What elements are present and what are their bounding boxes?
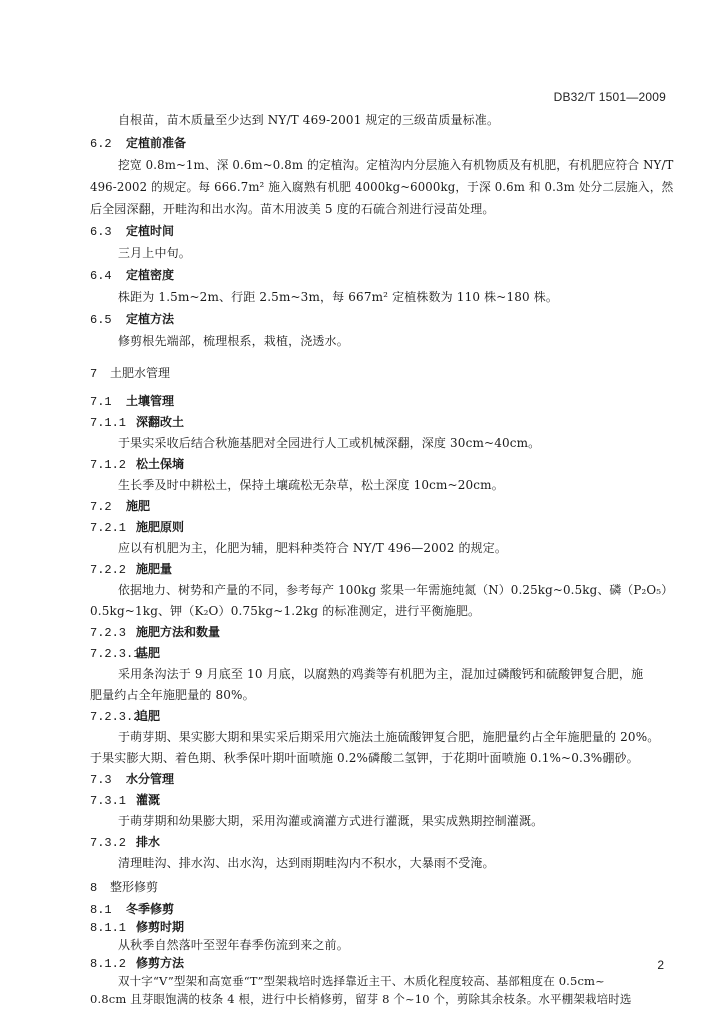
section-title: 灌溉	[136, 793, 161, 807]
document-code-header: DB32/T 1501—2009	[553, 90, 666, 104]
section-heading-7-2-3-2	[90, 709, 160, 724]
section-heading-8-1	[90, 902, 174, 917]
paragraph-line: 496-2002 的规定。每 666.7m² 施入腐熟有机肥 4000kg~6000kg，于深 0.6m 和 0.3m 处分二层施入，然	[90, 180, 674, 194]
paragraph-line: 于萌芽期和幼果膨大期，采用沟灌或滴灌方式进行灌溉，果实成熟期控制灌溉。	[118, 814, 544, 828]
section-number: 7.1.1	[90, 416, 127, 430]
section-title: 整形修剪	[110, 880, 159, 894]
section-number: 8	[90, 881, 98, 895]
paragraph-line: 于果实膨大期、着色期、秋季保叶期叶面喷施 0.2%磷酸二氢钾，于花期叶面喷施 0.1%~0.3%硼砂。	[90, 751, 639, 765]
chapter-heading-7	[90, 366, 170, 381]
chapter-heading-8	[90, 880, 158, 895]
paragraph-line: 0.8cm 且芽眼饱满的枝条 4 根，进行中长梢修剪，留芽 8 个~10 个，剪除其余枝条。水平棚架栽培时选	[90, 992, 632, 1006]
section-title: 基肥	[136, 646, 161, 660]
paragraph-line: 修剪根先端部，梳理根系，栽植，浇透水。	[118, 334, 349, 348]
section-title: 定植前准备	[126, 136, 187, 150]
paragraph-line: 肥量约占全年施肥量的 80%。	[90, 688, 255, 702]
section-number: 6.4	[90, 269, 112, 283]
section-heading-7-3-1	[90, 793, 160, 808]
section-title: 施肥原则	[136, 520, 185, 534]
section-number: 7.2.3.1	[90, 647, 141, 661]
section-title: 修剪时期	[136, 920, 185, 934]
section-heading-7-2-3-1	[90, 646, 160, 661]
paragraph-line: 0.5kg~1kg、钾（K₂O）0.75kg~1.2kg 的标准测定，进行平衡施肥。	[90, 604, 481, 618]
section-heading-7-1-2	[90, 457, 184, 472]
section-number: 8.1.2	[90, 957, 127, 971]
section-heading-8-1-1	[90, 920, 184, 935]
section-title: 修剪方法	[136, 956, 185, 970]
section-heading-6-4	[90, 268, 174, 283]
section-title: 施肥量	[136, 562, 173, 576]
section-heading-8-1-2	[90, 956, 184, 971]
paragraph-line: 从秋季自然落叶至翌年春季伤流到来之前。	[118, 938, 349, 952]
paragraph-line: 于萌芽期、果实膨大期和果实采后期采用穴施法土施硫酸钾复合肥，施肥量约占全年施肥量的 20%。	[118, 730, 660, 744]
paragraph-line: 应以有机肥为主，化肥为辅，肥料种类符合 NY/T 496—2002 的规定。	[118, 541, 508, 555]
section-number: 7.2.2	[90, 563, 127, 577]
paragraph-line: 依据地力、树势和产量的不同，参考每产 100kg 浆果一年需施纯氮（N）0.25kg~0.5kg、磷（P₂O₅）	[118, 583, 674, 597]
section-title: 追肥	[136, 709, 161, 723]
paragraph-line: 后全园深翻，开畦沟和出水沟。苗木用波美 5 度的石硫合剂进行浸苗处理。	[90, 202, 495, 216]
section-title: 松土保墒	[136, 457, 185, 471]
paragraph-line: 三月上中旬。	[118, 246, 191, 260]
section-title: 水分管理	[126, 772, 175, 786]
section-number: 6.5	[90, 313, 112, 327]
section-number: 7.2	[90, 500, 112, 514]
section-heading-6-5	[90, 312, 174, 327]
section-title: 深翻改土	[136, 415, 185, 429]
section-number: 7.3.1	[90, 794, 127, 808]
paragraph-line: 双十字“V”型架和高宽垂“T”型架栽培时选择靠近主干、木质化程度较高、基部粗度在 0.5cm~	[118, 974, 605, 988]
section-number: 7.3.2	[90, 836, 127, 850]
section-title: 冬季修剪	[126, 902, 175, 916]
paragraph-line: 采用条沟法于 9 月底至 10 月底，以腐熟的鸡粪等有机肥为主，混加过磷酸钙和硫酸钾复合肥，施	[118, 667, 644, 681]
paragraph-line: 株距为 1.5m~2m、行距 2.5m~3m，每 667m² 定植株数为 110 株~180 株。	[118, 290, 559, 304]
section-heading-7-2	[90, 499, 150, 514]
section-number: 7.1	[90, 395, 112, 409]
section-number: 7.2.3	[90, 626, 127, 640]
section-title: 施肥方法和数量	[136, 625, 221, 639]
section-number: 7.2.3.2	[90, 710, 141, 724]
section-title: 施肥	[126, 499, 151, 513]
paragraph-line: 于果实采收后结合秋施基肥对全园进行人工或机械深翻，深度 30cm~40cm。	[118, 436, 541, 450]
page-number: 2	[657, 958, 664, 972]
section-heading-7-2-3	[90, 625, 220, 640]
section-number: 6.2	[90, 137, 112, 151]
paragraph-line: 生长季及时中耕松土，保持土壤疏松无杂草，松土深度 10cm~20cm。	[118, 478, 504, 492]
section-heading-7-3-2	[90, 835, 160, 850]
section-heading-7-1-1	[90, 415, 184, 430]
section-number: 6.3	[90, 225, 112, 239]
section-title: 定植密度	[126, 268, 175, 282]
section-title: 土壤管理	[126, 394, 175, 408]
section-heading-7-2-1	[90, 520, 184, 535]
section-number: 7	[90, 367, 98, 381]
section-heading-6-3	[90, 224, 174, 239]
section-number: 7.1.2	[90, 458, 127, 472]
section-number: 8.1	[90, 903, 112, 917]
section-title: 土肥水管理	[110, 366, 171, 380]
paragraph-line: 挖宽 0.8m~1m、深 0.6m~0.8m 的定植沟。定植沟内分层施入有机物质及有机肥，有机肥应符合 NY/T	[118, 158, 674, 172]
section-heading-7-3	[90, 772, 174, 787]
section-title: 定植方法	[126, 312, 175, 326]
section-number: 8.1.1	[90, 921, 127, 935]
section-heading-7-2-2	[90, 562, 172, 577]
paragraph-line: 自根苗，苗木质量至少达到 NY/T 469-2001 规定的三级苗质量标准。	[118, 113, 500, 127]
section-number: 7.2.1	[90, 521, 127, 535]
section-title: 排水	[136, 835, 161, 849]
section-heading-6-2	[90, 136, 186, 151]
paragraph-line: 清理畦沟、排水沟、出水沟，达到雨期畦沟内不积水，大暴雨不受淹。	[118, 856, 495, 870]
section-title: 定植时间	[126, 224, 175, 238]
section-heading-7-1	[90, 394, 174, 409]
section-number: 7.3	[90, 773, 112, 787]
